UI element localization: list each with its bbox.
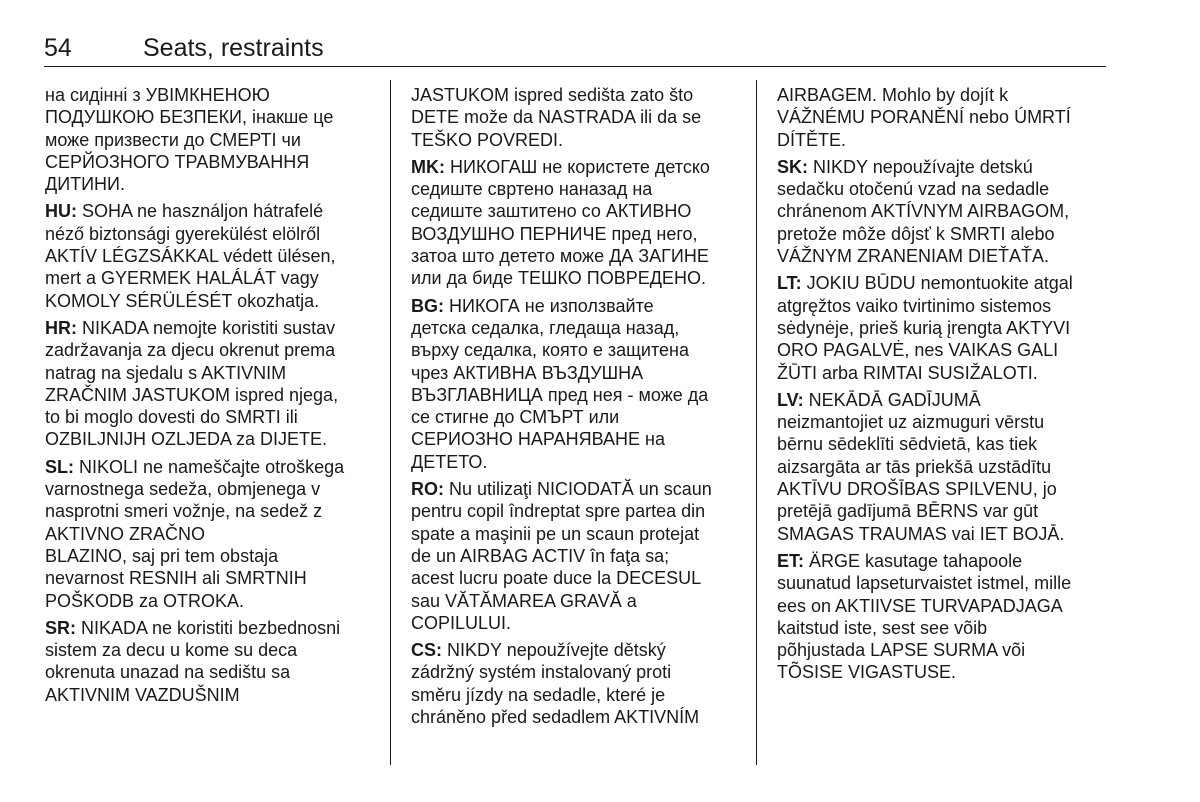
warning-paragraph [777,84,1112,151]
text-line [777,295,1112,317]
line-text: ДИТИНИ. [45,174,125,195]
line-text: TEŠKO POVREDI. [411,129,564,150]
line-text: ПОДУШКОЮ БЕЗПЕКИ, інакше це [45,107,334,128]
text-line [411,178,751,200]
text-line [45,617,383,639]
text-line [777,84,1112,106]
text-line [411,639,751,661]
text-line [45,684,383,706]
text-line [777,339,1112,361]
text-line [411,451,751,473]
line-text: НИКОГА не използвайте [444,295,654,316]
text-line [411,567,751,589]
text-line [777,523,1112,545]
line-text: põhjustada LAPSE SURMA või [777,640,1026,661]
text-line [777,617,1112,639]
line-text: pretože môže dôjsť k SMRTI alebo [777,223,1055,244]
line-text: zadržavanja za djecu okrenut prema [45,340,336,361]
line-text: pentru copil îndreptat spre partea din [411,501,706,522]
text-line [411,406,751,428]
line-text: ÄRGE kasutage tahapoole [804,550,1023,571]
text-line [45,362,383,384]
text-line [777,362,1112,384]
line-text: sėdynėje, prieš kurią įrengta AKTYVI [777,317,1071,338]
line-text: или да биде ТЕШКО ПОВРЕДЕНО. [411,268,706,289]
line-text: spate a maşinii pe un scaun protejat [411,523,700,544]
text-line [777,178,1112,200]
line-text: VÁŽNÉMU PORANĚNÍ nebo ÚMRTÍ [777,107,1071,128]
warning-paragraph [411,295,751,473]
line-text: sistem za decu u kome su deca [45,640,298,661]
line-text: natrag na sjedalu s AKTIVNIM [45,362,287,383]
text-line [411,267,751,289]
warning-paragraph [411,478,751,634]
line-text: NIKOLI ne nameščajte otroškega [74,456,345,477]
text-line [45,523,383,545]
text-line [45,290,383,312]
text-line [45,428,383,450]
line-text: pretējā gadījumā BĒRNS var gūt [777,501,1039,522]
warning-paragraph [45,84,383,195]
text-line [777,411,1112,433]
line-text: SOHA ne használjon hátrafelé [77,201,324,222]
line-text: AKTÍV LÉGZSÁKKAL védett ülésen, [45,246,336,267]
warning-paragraph [45,456,383,612]
warning-paragraph [411,639,751,728]
language-code: SL: [45,456,74,477]
line-text: sau VĂTĂMAREA GRAVĂ a [411,590,637,611]
language-code: LV: [777,389,804,410]
page-header [44,32,1106,67]
text-line [777,456,1112,478]
text-line [45,129,383,151]
text-line [45,500,383,522]
line-text: върху седалка, която е защитена [411,340,689,361]
line-text: може призвести до СМЕРТІ чи [45,129,301,150]
line-text: POŠKODB za OTROKA. [45,590,245,611]
line-text: okrenuta unazad na sedištu sa [45,662,291,683]
text-line [411,317,751,339]
language-code: LT: [777,273,802,294]
text-line [777,245,1112,267]
line-text: детска седалка, гледаща назад, [411,317,680,338]
text-line [411,362,751,384]
language-code: BG: [411,295,444,316]
line-text: AKTIVNIM VAZDUŠNIM [45,684,240,705]
line-text: Nu utilizaţi NICIODATĂ un scaun [444,479,712,500]
line-text: SMAGAS TRAUMAS vai IET BOJĀ. [777,523,1065,544]
line-text: AKTĪVU DROŠĪBAS SPILVENU, jo [777,479,1057,500]
text-line [411,200,751,222]
text-line [411,295,751,317]
line-text: NIKADA nemojte koristiti sustav [77,317,336,338]
text-line [45,456,383,478]
text-line [411,478,751,500]
warning-paragraph [411,84,751,151]
text-line [45,267,383,289]
text-line [45,223,383,245]
text-line [45,317,383,339]
text-line [777,156,1112,178]
language-code: SR: [45,617,76,638]
text-line [411,661,751,683]
line-text: ВЪЗГЛАВНИЦА пред нея - може да [411,384,709,405]
line-text: kaitstud iste, sest see võib [777,617,988,638]
warning-paragraph [777,389,1112,545]
text-line [45,84,383,106]
line-text: néző biztonsági gyerekülést elölről [45,223,321,244]
language-code: RO: [411,479,444,500]
text-line [45,478,383,500]
line-text: KOMOLY SÉRÜLÉSÉT okozhatja. [45,290,320,311]
language-code: CS: [411,640,442,661]
language-code: MK: [411,156,445,177]
language-code: HR: [45,317,77,338]
line-text: mert a GYERMEK HALÁLÁT vagy [45,268,319,289]
warning-paragraph [777,550,1112,684]
line-text: sedačku otočenú vzad na sedadle [777,179,1050,200]
text-line [411,223,751,245]
line-text: СЕРЙОЗНОГО ТРАВМУВАННЯ [45,151,310,172]
text-line [777,595,1112,617]
text-line [777,129,1112,151]
text-line [411,523,751,545]
text-line [45,245,383,267]
language-code: ET: [777,550,804,571]
line-text: чрез АКТИВНА ВЪЗДУШНА [411,362,644,383]
text-column-1 [45,84,383,711]
line-text: седиште заштитено со АКТИВНО [411,201,692,222]
line-text: bērnu sēdeklīti sēdvietā, kas tiek [777,434,1038,455]
text-line [45,406,383,428]
line-text: aizsargāta ar tās priekšā uzstādītu [777,456,1052,477]
line-text: NEKĀDĀ GADĪJUMĀ [803,389,981,410]
warning-paragraph [45,317,383,451]
line-text: AIRBAGEM. Mohlo by dojít k [777,85,1009,105]
line-text: nevarnost RESNIH ali SMRTNIH [45,568,307,589]
text-line [777,433,1112,455]
text-line [411,129,751,151]
line-text: JOKIU BŪDU nemontuokite atgal [801,273,1073,294]
text-line [45,545,383,567]
warning-paragraph [411,156,751,290]
line-text: chránenom AKTÍVNYM AIRBAGOM, [777,201,1070,222]
warning-paragraph [45,617,383,706]
line-text: NIKDY nepoužívejte dětský [442,640,666,661]
line-text: затоа што детето може ДА ЗАГИНЕ [411,246,709,267]
line-text: acest lucru poate duce la DECESUL [411,568,702,589]
section-title: Seats, restraints [143,34,324,62]
text-line [45,151,383,173]
text-line [45,339,383,361]
text-line [45,384,383,406]
line-text: ŽŪTI arba RIMTAI SUSIŽALOTI. [777,362,1038,383]
text-line [777,200,1112,222]
line-text: nasprotni smeri vožnje, na sedež z [45,501,323,522]
text-line [45,173,383,195]
language-code: HU: [45,201,77,222]
language-code: SK: [777,156,808,177]
line-text: směru jízdy na sedadle, které je [411,684,666,705]
line-text: COPILULUI. [411,612,512,633]
line-text: ORO PAGALVĖ, nes VAIKAS GALI [777,340,1059,361]
text-line [411,706,751,728]
warning-paragraph [777,156,1112,267]
line-text: ees on AKTIIVSE TURVAPADJAGA [777,595,1063,616]
text-line [411,590,751,612]
text-line [777,500,1112,522]
line-text: varnostnega sedeža, obmjenega v [45,479,321,500]
line-text: СЕРИОЗНО НАРАНЯВАНЕ на [411,429,666,450]
text-line [777,661,1112,683]
text-line [777,550,1112,572]
text-line [411,156,751,178]
text-line [777,572,1112,594]
line-text: ДЕТЕТО. [411,451,488,472]
line-text: AKTIVNO ZRAČNO [45,523,206,544]
text-line [45,106,383,128]
line-text: DETE može da NASTRADA ili da se [411,107,702,128]
line-text: VÁŽNYM ZRANENIAM DIEŤAŤA. [777,246,1050,267]
line-text: NIKADA ne koristiti bezbednosni [76,617,341,638]
line-text: zádržný systém instalovaný proti [411,662,672,683]
line-text: ZRAČNIM JASTUKOM ispred njega, [45,384,339,405]
page-number: 54 [44,34,72,62]
line-text: OZBILJNIJH OZLJEDA za DIJETE. [45,429,328,450]
text-line [777,389,1112,411]
text-line [411,384,751,406]
text-column-3 [777,84,1112,689]
column-divider [756,80,757,765]
text-line [777,106,1112,128]
line-text: atgręžtos vaiko tvirtinimo sistemos [777,295,1052,316]
line-text: на сидінні з УВІМКНЕНОЮ [45,85,270,105]
text-line [45,200,383,222]
line-text: chráněno před sedadlem AKTIVNÍM [411,707,700,728]
warning-paragraph [45,200,383,311]
line-text: ВОЗДУШНО ПЕРНИЧЕ пред него, [411,223,698,244]
line-text: BLAZINO, saj pri tem obstaja [45,545,279,566]
line-text: de un AIRBAG ACTIV în faţa sa; [411,545,670,566]
text-line [777,478,1112,500]
line-text: DÍTĚTE. [777,129,847,150]
text-line [411,500,751,522]
line-text: NIKDY nepoužívajte detskú [808,156,1033,177]
text-line [45,590,383,612]
line-text: suunatud lapseturvaistet istmel, mille [777,573,1072,594]
line-text: to bi moglo dovesti do SMRTI ili [45,407,298,428]
line-text: JASTUKOM ispred sedišta zato što [411,85,694,105]
line-text: TÕSISE VIGASTUSE. [777,662,957,683]
text-line [411,612,751,634]
text-line [777,639,1112,661]
text-line [411,339,751,361]
text-line [45,567,383,589]
text-line [45,639,383,661]
text-line [777,317,1112,339]
text-line [411,545,751,567]
text-line [45,661,383,683]
text-line [777,272,1112,294]
text-line [411,245,751,267]
line-text: НИКОГАШ не користете детско [445,156,710,177]
column-divider [390,80,391,765]
text-line [411,428,751,450]
warning-paragraph [777,272,1112,383]
text-line [411,106,751,128]
text-line [411,684,751,706]
line-text: седиште свртено наназад на [411,179,653,200]
text-column-2 [411,84,751,733]
line-text: се стигне до СМЪРТ или [411,407,620,428]
line-text: neizmantojiet uz aizmuguri vērstu [777,412,1045,433]
text-line [777,223,1112,245]
text-line [411,84,751,106]
